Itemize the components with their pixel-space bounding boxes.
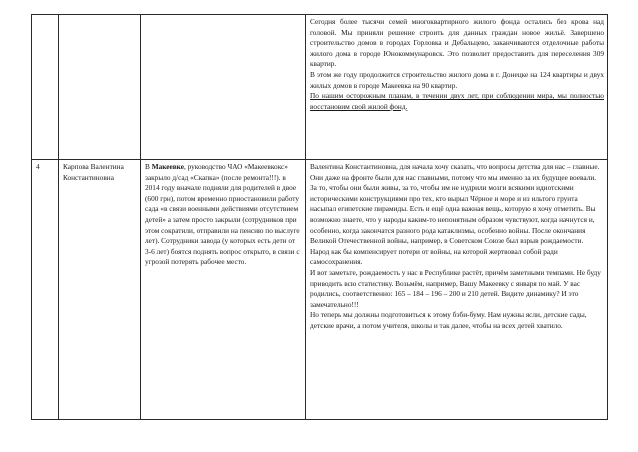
question-cell: [141, 160, 306, 420]
question-cell: [141, 15, 306, 160]
answer-paragraph: В этом же году продолжится строительство жилого дома в г. Донецке на 124 квартиры и двух жилых домов в городе Макеевка на 90 квартир.: [310, 69, 604, 90]
name-cell: [59, 15, 141, 160]
answer-paragraph-underlined: По нашим осторожным планам, в течении двух лет, при соблюдении мира, мы полностью восстановим свой жилой фонд.: [310, 91, 604, 111]
question-city: Макеевке: [151, 162, 184, 171]
answer-paragraph: Валентина Константиновна, для начала хочу сказать, что вопросы детства для нас – главные. Они даже на фронте были для нас главными, потому что мы именно за их будущее воевали. За то, чтобы они были живы, за то, чтобы им не нудрили мозги всякими идиотскими историческими конструкциями про тех, кто вырыл Чёрное и море и из ильтого грунта насыпал египетские пирамиды. Есть и ещё одна важная вещь, которую я хочу отметить. Вы возможно знаете, что у народы каким-то непонятным образом чувствуют, когда начнутся и, особенно, когда закончатся разного рода катаклизмы, особенно войны. После окончания Великой Отечественной войны, например, в Советском Союзе был взрыв рождаемости. Народ как бы компенсирует потери от войны, на которой жертвовал собой ради самосохранения.: [310, 162, 600, 267]
number-cell: 4: [32, 160, 59, 420]
answer-paragraph: И вот заметьте, рождаемость у нас в Республике растёт, причём заметными темпами. Не буду приводить всю статистику. Возьмём, например, Вашу Макеевку с января по май. У вас родились, соответственно: 165 – 184 – 196 – 200 и 210 детей. Видите динамику? И это замечательно!!!: [310, 267, 601, 309]
question-prefix: В: [145, 162, 152, 171]
answer-cell: [306, 15, 608, 160]
answer-cell: [306, 160, 608, 420]
question-text: , руководство ЧАО «Макеевкокс» закрыло д/сад «Скапка» (после ремонта!!!). в 2014 году вначале подняли для родителей в двое (600 грн), потом временно приостановили работу сада «в связи военными действиями отсутствием детей» а затем просто закрыли (сотрудников при этом сократили, отправили на пенсию по выслуге лет). Сотрудники завода (у которых есть дети от 3-6 лет) боятся поднять вопрос открыто, в связи с угрозой потерять рабочее место.: [145, 162, 300, 267]
response-table: [31, 14, 608, 420]
answer-paragraph: Но теперь мы должны подготовиться к этому бэби-буму. Нам нужны ясли, детские сады, детские врачи, а потом учителя, школы и так далее, чтобы на всех детей хватило.: [310, 310, 587, 330]
table-row: [32, 160, 608, 420]
answer-paragraph: Сегодня более тысячи семей многоквартирного жилого фонда остались без крова над головой. Мы приняли решение строить для данных граждан новое жильё. Завершено строительство домов в городах Горловка и Дебальцево, заканчиваются отделочные работы жилого дома в городе Юнокоммунаровск. Это позволит предоставить для переселения 309 квартир.: [310, 17, 604, 69]
number-cell: [32, 15, 59, 160]
table-row: [32, 15, 608, 160]
name-cell: Карпова Валентина Константиновна: [59, 160, 141, 420]
